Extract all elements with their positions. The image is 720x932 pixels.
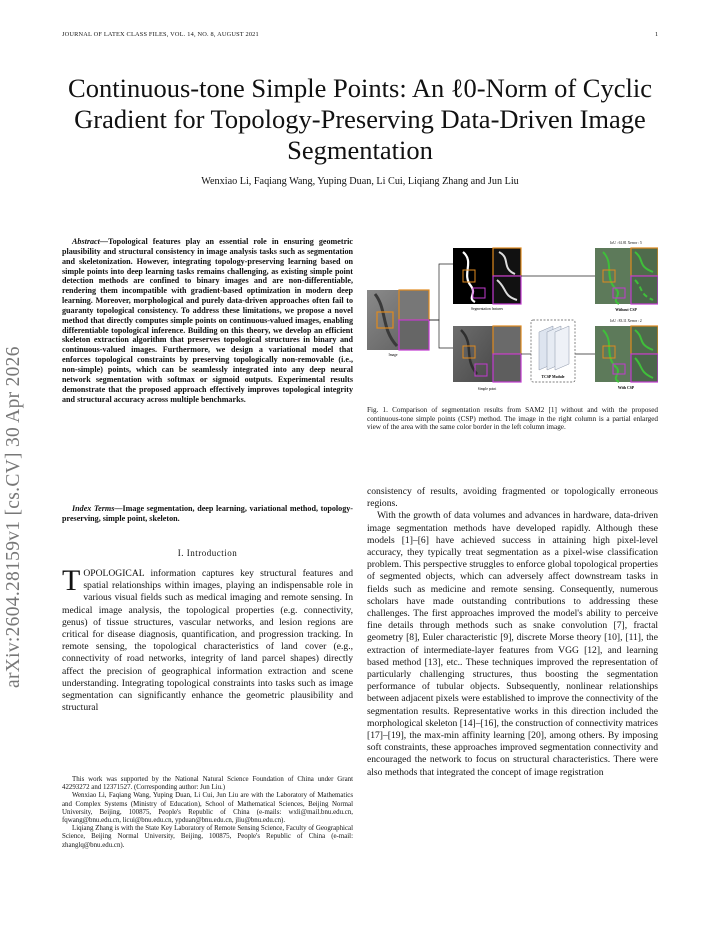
paragraph-continuation: consistency of results, avoiding fragmented or topologically erroneous regions. (367, 486, 658, 510)
label-without-csp: Without CSP (615, 308, 637, 312)
label-simple-point: Simple point (477, 387, 497, 391)
label-tcsp: TCSP Module (541, 375, 565, 379)
arxiv-watermark: arXiv:2604.28159v1 [cs.CV] 30 Apr 2026 (3, 346, 24, 688)
result-without-csp (595, 248, 658, 304)
intro-text: information captures key structural features and spatial relationships within images, playing an indispensable role in various visual fields such as medical imaging and remote sensing. In medical image analysis, the topological properties (e.g. connectivity, genus) of tissue structures, vascular networks, and lesion regions are critical for disease diagnosis, quantification, and progression tracking. In remote sensing, the topological characteristics of land cover (e.g., connectivity of road networks, integrity of land parcel shapes) directly affect the precision of geographical information extraction and scene understanding. Integrating topological constraints into tasks such as image segmentation can significantly enhance the geometric plausibility and structural (62, 568, 353, 714)
section-heading: I. Introduction (177, 548, 238, 558)
footnote-funding: This work was supported by the National Natural Science Foundation of China under Grant 42293272 and 12371527. (Corresponding author: Jun Liu.) (62, 776, 353, 792)
abstract-lead: Abstract (72, 237, 100, 246)
right-column-text (367, 486, 658, 779)
author-list: Wenxiao Li, Faqiang Wang, Yuping Duan, Li Cui, Liqiang Zhang and Jun Liu (201, 176, 519, 187)
arrow-down (429, 320, 453, 348)
footnote-affiliation-2: Liqiang Zhang is with the State Key Laboratory of Remote Sensing Science, Faculty of Geographical Science, Beijing Normal University, Beijing, 100875, People's Republic of China (e-mail: zhanglq@bnu.edu.cn). (62, 825, 353, 849)
page-number: 1 (655, 31, 659, 38)
simple-point-image (453, 326, 521, 382)
segmentation-features (453, 248, 521, 304)
paper-title: Continuous-tone Simple Points: An ℓ0-Norm of Cyclic Gradient for Topology-Preserving Data-Driven Image Segmentation (68, 73, 652, 165)
label-segmentation: Segmentation features (470, 307, 504, 311)
footnote-affiliation-1: Wenxiao Li, Faqiang Wang, Yuping Duan, Li Cui, Jun Liu are with the Laboratory of Mathematics and Complex Systems (Ministry of Education), School of Mathematical Sciences, Beijing Normal University, Beijing, 100875, People's Republic of China (e-mails: wxli@mail.bnu.edu.cn, fqwang@bnu.edu.cn, licui@bnu.edu.cn, ypduan@bnu.edu.cn, jliu@bnu.edu.cn). (62, 792, 353, 825)
abstract (62, 237, 353, 404)
input-zoom (399, 290, 429, 350)
dropcap: T (62, 564, 81, 597)
result-with-csp (595, 326, 658, 382)
index-terms-lead: Index Terms (72, 504, 115, 513)
index-terms-text: —Image segmentation, deep learning, variational method, topology-preserving, simple point, skeleton. (62, 504, 354, 523)
tcsp-module (531, 320, 575, 382)
index-terms (62, 504, 353, 524)
metric-with: IoU : 83.11 Xerror : 2 (610, 319, 642, 323)
intro-paragraph (62, 564, 353, 714)
figure-1 (367, 234, 658, 400)
figure-caption: Fig. 1. Comparison of segmentation results from SAM2 [1] without and with the proposed continuous-tone simple points (CSP) method. The image in the right column is a partial enlarged view of the area with the same color border in the left column image. (367, 406, 658, 432)
footnote (62, 776, 353, 850)
arrow-up (429, 264, 453, 320)
label-image: Image (388, 353, 398, 357)
intro-first-word: OPOLOGICAL (83, 568, 145, 579)
metric-without: IoU : 61.81 Xerror : 5 (610, 241, 642, 245)
label-with-csp: With CSP (617, 386, 635, 390)
paragraph-data-driven: With the growth of data volumes and advances in hardware, data-driven image segmentation methods have developed rapidly. Although these models [1]–[6] have achieved success in attaining high pixel-level accuracy, they typically treat segmentation as a pixel-wise classification problem. This perspective struggles to enforce global topological properties of segmented objects, which can adversely affect downstream tasks in fields such as medicine and remote sensing. Consequently, numerous scholars have made outstanding contributions to addressing these challenges. The first approaches improved the model's ability to perceive fine details through methods such as snake convolution [7], fractal geometry [8], Euler characteristic [9], discrete Morse theory [10], [11], the extraction of intermediate-layer features from VGG [12], and learning based method [13], etc.. These techniques improved the representation of particularly challenging structures, thus boosting the segmentation performance of tubular objects. Subsequently, nonlinear relationships between adjacent pixels were established to improve the connectivity of the segmentation results. Representative works in this direction included the morphological skeleton [14]–[16], the construction of connectivity matrices [17]–[19], the max-min affinity learning [20], among others. By imposing soft constraints, these approaches improved segmentation connectivity and encouraged the network to focus on structural characteristics. There were also methods that integrated the concept of image registration (367, 510, 658, 778)
abstract-text: —Topological features play an essential role in ensuring geometric plausibility and structural consistency in image analysis tasks such as segmentation and skeletonization. However, integrating topology-preserving learning based on simple points into deep learning tasks remains challenging, as existing simple point detection methods are confined to binary images and are non-differentiable, rendering them incompatible with gradient-based optimization in modern deep learning. Moreover, morphological and purely data-driven approaches often fail to guaranty topological consistency. To address these limitations, we propose a novel method that directly computes simple points on continuous-valued images, enabling differentiable topological inference. Building on this theory, we develop an efficient skeleton extraction algorithm that preserves topological structures in binary and continuous-valued images. Furthermore, we design a variational model that enforces topological constraints by preserving topologically non-removable (i.e., non-simple) points, which can be seamlessly integrated into any deep neural network segmentation with softmax or sigmoid outputs. Experimental results demonstrate that the proposed approach effectively improves topological integrity and structural accuracy across multiple benchmarks. (62, 237, 353, 404)
journal-header: JOURNAL OF LATEX CLASS FILES, VOL. 14, NO. 8, AUGUST 2021 (62, 31, 259, 38)
